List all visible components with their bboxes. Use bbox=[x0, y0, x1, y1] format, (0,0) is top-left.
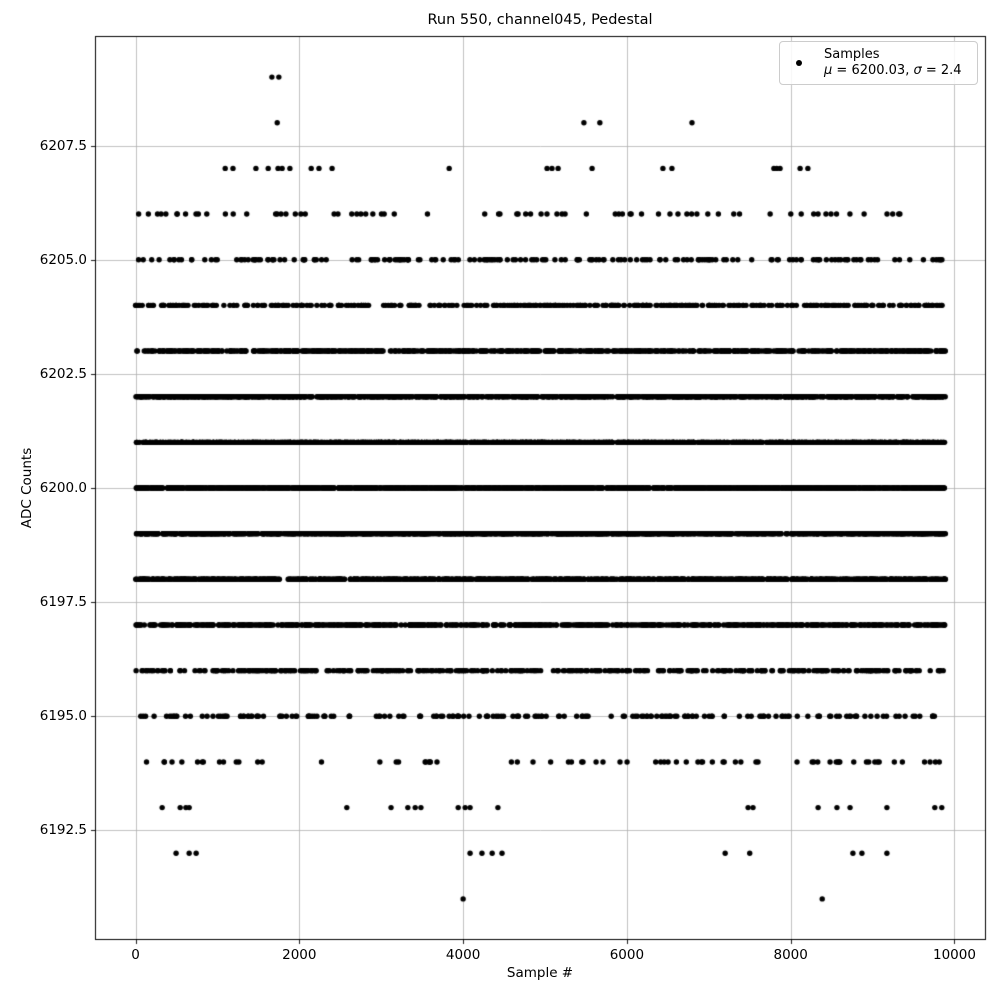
x-tick-label: 8000 bbox=[773, 947, 808, 963]
x-axis-label: Sample # bbox=[506, 965, 574, 981]
y-tick-label: 6207.5 bbox=[39, 137, 87, 154]
legend-marker-icon bbox=[796, 60, 802, 66]
y-axis-label: ADC Counts bbox=[19, 447, 35, 529]
plot-title: Run 550, channel045, Pedestal bbox=[427, 12, 653, 28]
legend-label: Samples bbox=[824, 46, 880, 62]
y-tick-label: 6195.0 bbox=[39, 708, 87, 725]
legend-stats bbox=[824, 63, 962, 80]
legend-sigma-symbol: σ bbox=[913, 63, 922, 78]
legend bbox=[779, 41, 978, 85]
x-tick-label: 6000 bbox=[609, 947, 645, 963]
x-tick-label: 2000 bbox=[282, 947, 317, 963]
y-tick-label: 6192.5 bbox=[39, 822, 87, 839]
legend-mu-value: = 6200.03, bbox=[832, 63, 914, 78]
y-tick-label: 6200.0 bbox=[39, 480, 87, 496]
x-tick-label: 0 bbox=[131, 947, 140, 963]
y-tick-label: 6197.5 bbox=[39, 594, 87, 611]
legend-sigma-value: = 2.4 bbox=[921, 63, 962, 78]
y-tick-label: 6205.0 bbox=[39, 251, 87, 268]
y-tick-label: 6202.5 bbox=[39, 365, 87, 382]
x-tick-label: 10000 bbox=[932, 947, 976, 963]
x-tick-label: 4000 bbox=[445, 947, 481, 963]
legend-mu-symbol: μ bbox=[824, 63, 833, 78]
